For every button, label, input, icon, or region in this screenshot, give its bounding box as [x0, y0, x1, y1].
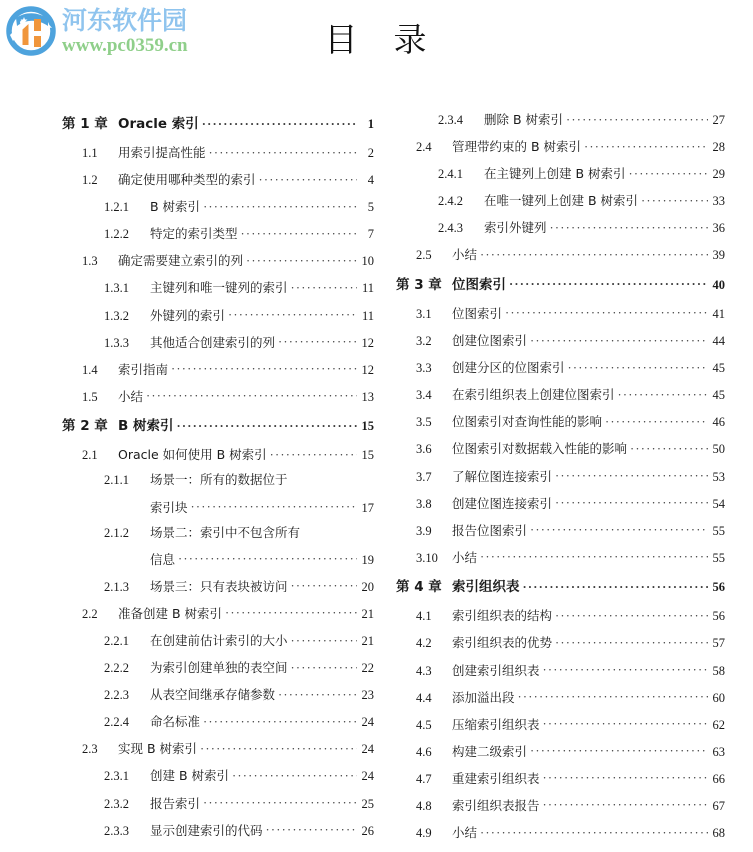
toc-section-entry — [396, 166, 725, 181]
toc-entry-label: 报告索引 — [150, 795, 201, 811]
toc-entry-number: 2.1.2 — [104, 525, 129, 540]
toc-entry-label: 压缩索引组织表 — [452, 716, 540, 732]
watermark-site-name: 河东软件园 — [62, 5, 188, 35]
toc-chapter-entry — [396, 579, 725, 595]
toc-entry-number: 3.8 — [416, 496, 432, 511]
toc-section-entry — [62, 660, 374, 675]
toc-entry-page-number: 41 — [712, 306, 725, 321]
toc-entry-label: 确定需要建立索引的列 — [118, 253, 244, 269]
toc-entry-label: B 树索引 — [118, 418, 174, 435]
toc-entry-number: 1.2.2 — [104, 227, 129, 242]
dot-leader — [530, 333, 708, 345]
toc-entry-number: 2.2.3 — [104, 688, 129, 703]
toc-entry-page-number: 44 — [712, 334, 725, 349]
toc-entry-number: 2.2.4 — [104, 715, 129, 730]
toc-entry-page-number: 45 — [712, 388, 725, 403]
toc-section-entry — [62, 606, 374, 621]
toc-entry-page-number: 19 — [361, 552, 374, 567]
toc-section-entry — [62, 823, 374, 838]
toc-section-entry — [396, 306, 725, 321]
toc-entry-number: 2.2.2 — [104, 661, 129, 676]
toc-entry-number: 2.2.1 — [104, 634, 129, 648]
toc-section-entry — [396, 469, 725, 484]
toc-entry-page-number: 1 — [367, 117, 374, 131]
toc-entry-number: 4.6 — [416, 744, 432, 759]
toc-entry-label: 特定的索引类型 — [150, 226, 238, 242]
watermark-site-url: www.pc0359.cn — [62, 34, 188, 56]
dot-leader — [555, 496, 708, 508]
toc-section-entry — [62, 447, 374, 462]
toc-chapter-entry — [62, 418, 374, 434]
dot-leader — [509, 277, 708, 289]
toc-entry-label: 创建位图索引 — [452, 333, 528, 349]
toc-entry-line — [104, 524, 374, 540]
dot-leader — [191, 500, 357, 512]
toc-entry-number: 3.9 — [416, 523, 432, 538]
toc-entry-page-number: 24 — [361, 715, 374, 730]
dot-leader — [630, 441, 708, 453]
toc-entry-label: 小结 — [452, 247, 478, 263]
toc-entry-number: 4.7 — [416, 771, 432, 786]
toc-section-entry — [62, 714, 374, 729]
toc-entry-page-number: 15 — [361, 448, 374, 463]
toc-section-entry — [396, 220, 725, 235]
toc-section-entry — [62, 253, 374, 268]
dot-leader — [200, 741, 357, 753]
toc-entry-number: 3.4 — [416, 388, 432, 403]
toc-entry-number: 3.2 — [416, 334, 432, 349]
toc-entry-label: 创建 B 树索引 — [150, 768, 230, 784]
toc-section-entry — [396, 608, 725, 623]
toc-entry-number: 3.1 — [416, 306, 432, 321]
toc-entry-page-number: 57 — [712, 636, 725, 651]
dot-leader — [266, 823, 357, 835]
dot-leader — [202, 116, 357, 128]
toc-entry-number: 2.4 — [416, 140, 432, 155]
toc-entry-number: 4.8 — [416, 798, 432, 813]
toc-entry-label: 实现 B 树索引 — [118, 741, 198, 757]
toc-entry-page-number: 54 — [712, 496, 725, 511]
toc-section-entry — [396, 139, 725, 154]
toc-entry-label: 重建索引组织表 — [452, 770, 540, 786]
toc-entry-page-number: 53 — [712, 469, 725, 484]
dot-leader — [225, 606, 357, 618]
dot-leader — [543, 663, 708, 675]
toc-entry-label: 创建位图连接索引 — [452, 495, 553, 511]
toc-entry-label: 在创建前估计索引的大小 — [150, 633, 288, 648]
toc-section-entry — [62, 362, 374, 377]
toc-entry-page-number: 7 — [367, 227, 374, 242]
dot-leader — [618, 387, 708, 399]
dot-leader — [523, 579, 709, 591]
toc-entry-number: 2.4.3 — [438, 221, 463, 236]
toc-entry-label: 报告位图索引 — [452, 522, 528, 538]
toc-entry-label: 外键列的索引 — [150, 307, 226, 323]
toc-entry-label: 信息 — [150, 551, 176, 567]
toc-section-entry — [396, 193, 725, 208]
toc-section-entry — [396, 496, 725, 511]
dot-leader — [278, 335, 357, 347]
dot-leader — [232, 768, 357, 780]
toc-entry-label: 了解位图连接索引 — [452, 468, 553, 484]
toc-section-entry — [396, 771, 725, 786]
toc-entry-page-number: 46 — [712, 415, 725, 430]
toc-entry-page-number: 25 — [361, 796, 374, 811]
toc-entry-label: 在主键列上创建 B 树索引 — [484, 166, 626, 182]
toc-entry-page-number: 68 — [712, 826, 725, 841]
toc-entry-page-number: 2 — [367, 146, 374, 160]
toc-entry-page-number: 33 — [712, 194, 725, 209]
toc-entry-label: 索引外键列 — [484, 220, 547, 236]
toc-entry-page-number: 55 — [712, 550, 725, 565]
toc-entry-page-number: 62 — [712, 717, 725, 732]
toc-section-entry — [62, 474, 374, 514]
toc-section-entry — [396, 550, 725, 565]
toc-entry-label: 其他适合创建索引的列 — [150, 334, 276, 350]
toc-entry-number: 1.1 — [82, 146, 98, 160]
dot-leader — [278, 687, 357, 699]
toc-section-entry — [396, 690, 725, 705]
toc-entry-number: 第 1 章 — [62, 116, 108, 132]
toc-entry-number: 3.6 — [416, 442, 432, 457]
toc-entry-page-number: 21 — [361, 634, 374, 648]
toc-section-entry — [396, 112, 725, 127]
toc-entry-label: 索引组织表的优势 — [452, 635, 553, 651]
dot-leader — [178, 552, 357, 564]
toc-entry-label: 添加溢出段 — [452, 689, 515, 705]
toc-section-entry — [396, 333, 725, 348]
toc-entry-label: Oracle 如何使用 B 树索引 — [118, 447, 267, 463]
toc-entry-label: 命名标准 — [150, 714, 201, 730]
toc-entry-label: 主键列和唯一键列的索引 — [150, 280, 288, 296]
toc-entry-number: 2.1.3 — [104, 579, 129, 594]
toc-entry-number: 2.3.1 — [104, 769, 129, 784]
toc-entry-number: 2.3.4 — [438, 113, 463, 127]
toc-entry-page-number: 24 — [361, 742, 374, 757]
dot-leader — [209, 145, 357, 157]
toc-section-entry — [62, 524, 374, 567]
toc-entry-number: 2.5 — [416, 248, 432, 263]
toc-entry-page-number: 56 — [712, 580, 725, 595]
toc-entry-label: 小结 — [118, 388, 144, 404]
toc-section-entry — [62, 308, 374, 323]
toc-chapter-entry — [396, 277, 725, 293]
dot-leader — [291, 633, 357, 645]
dot-leader — [505, 306, 708, 318]
toc-entry-number: 1.4 — [82, 362, 98, 377]
toc-entry-number: 1.3.1 — [104, 281, 129, 296]
dot-leader — [203, 199, 357, 211]
toc-section-entry — [62, 226, 374, 241]
toc-section-entry — [396, 635, 725, 650]
toc-entry-page-number: 22 — [361, 661, 374, 676]
dot-leader — [291, 660, 357, 672]
toc-section-entry — [62, 199, 374, 214]
toc-entry-page-number: 13 — [361, 389, 374, 404]
toc-section-entry — [396, 414, 725, 429]
dot-leader — [568, 360, 708, 372]
dot-leader — [530, 744, 708, 756]
toc-entry-number: 2.4.2 — [438, 194, 463, 209]
dot-leader — [177, 418, 358, 430]
toc-entry-number: 4.3 — [416, 663, 432, 678]
toc-entry-label: 位图索引对数据载入性能的影响 — [452, 441, 628, 457]
toc-entry-number: 3.7 — [416, 469, 432, 484]
toc-entry-label: 索引组织表 — [452, 579, 520, 596]
toc-section-entry — [396, 663, 725, 678]
toc-entry-label: 确定使用哪种类型的索引 — [118, 172, 256, 188]
toc-entry-number: 1.5 — [82, 389, 98, 404]
toc-section-entry — [396, 441, 725, 456]
toc-entry-number: 2.2 — [82, 606, 98, 621]
toc-entry-number: 4.2 — [416, 636, 432, 651]
toc-entry-page-number: 60 — [712, 690, 725, 705]
toc-entry-number: 第 4 章 — [396, 579, 442, 596]
toc-entry-page-number: 39 — [712, 248, 725, 263]
toc-entry-label: 在索引组织表上创建位图索引 — [452, 387, 615, 403]
toc-entry-label: 小结 — [452, 825, 478, 841]
dot-leader — [530, 523, 708, 535]
dot-leader — [555, 635, 708, 647]
toc-entry-label: Oracle 索引 — [118, 116, 199, 132]
toc-entry-label: 索引组织表的结构 — [452, 608, 553, 624]
toc-entry-label: 从表空间继承存储参数 — [150, 687, 276, 703]
toc-entry-page-number: 63 — [712, 744, 725, 759]
dot-leader — [555, 608, 708, 620]
dot-leader — [246, 253, 357, 265]
toc-entry-number: 2.1.1 — [104, 473, 129, 488]
toc-entry-page-number: 66 — [712, 771, 725, 786]
toc-entry-number: 3.10 — [416, 550, 438, 565]
dot-leader — [641, 193, 708, 205]
toc-section-entry — [62, 280, 374, 295]
toc-section-entry — [396, 717, 725, 732]
toc-entry-number: 4.9 — [416, 826, 432, 841]
toc-entry-page-number: 12 — [361, 362, 374, 377]
toc-entry-page-number: 10 — [361, 254, 374, 269]
toc-column-right — [390, 112, 753, 852]
toc-entry-label: 准备创建 B 树索引 — [118, 605, 223, 621]
toc-entry-number: 1.2.1 — [104, 200, 129, 215]
toc-entry-page-number: 55 — [712, 523, 725, 538]
dot-leader — [518, 690, 708, 702]
toc-entry-label: 删除 B 树索引 — [484, 112, 564, 127]
dot-leader — [228, 308, 357, 320]
toc-entry-page-number: 17 — [361, 500, 374, 515]
toc-section-entry — [62, 145, 374, 160]
dot-leader — [566, 112, 708, 124]
toc-entry-label: 构建二级索引 — [452, 743, 528, 759]
dot-leader — [543, 717, 708, 729]
toc-entry-page-number: 36 — [712, 221, 725, 236]
toc-entry-label: 管理带约束的 B 树索引 — [452, 139, 582, 155]
toc-section-entry — [62, 796, 374, 811]
toc-entry-page-number: 40 — [712, 277, 725, 292]
toc-entry-label: 索引指南 — [118, 361, 169, 377]
toc-section-entry — [62, 172, 374, 187]
toc-chapter-entry — [62, 116, 374, 132]
table-of-contents — [0, 112, 753, 852]
toc-entry-line — [104, 552, 374, 567]
toc-section-entry — [396, 247, 725, 262]
toc-entry-page-number: 45 — [712, 361, 725, 376]
toc-entry-label: 场景三：只有表块被访问 — [150, 578, 288, 594]
toc-entry-page-number: 28 — [712, 140, 725, 155]
toc-entry-label: 创建索引组织表 — [452, 662, 540, 678]
toc-section-entry — [62, 687, 374, 702]
dot-leader — [480, 247, 708, 259]
toc-entry-label: 索引组织表报告 — [452, 797, 540, 813]
dot-leader — [605, 414, 708, 426]
toc-section-entry — [62, 579, 374, 594]
toc-entry-label: 场景一：所有的数据位于 — [150, 472, 288, 488]
toc-section-entry — [62, 633, 374, 648]
toc-section-entry — [62, 335, 374, 350]
toc-entry-label: 索引块 — [150, 499, 188, 515]
toc-entry-number: 2.3.2 — [104, 796, 129, 811]
toc-section-entry — [62, 741, 374, 756]
dot-leader — [146, 389, 357, 401]
toc-entry-number: 2.4.1 — [438, 167, 463, 182]
toc-entry-number: 2.1 — [82, 448, 98, 463]
toc-section-entry — [396, 798, 725, 813]
dot-leader — [555, 469, 708, 481]
toc-entry-number: 2.3 — [82, 742, 98, 757]
toc-entry-number: 第 2 章 — [62, 418, 108, 435]
toc-entry-line — [104, 474, 374, 487]
toc-entry-line — [104, 500, 374, 515]
toc-entry-page-number: 23 — [361, 688, 374, 703]
toc-entry-number: 1.3.2 — [104, 308, 129, 323]
toc-entry-label: 显示创建索引的代码 — [150, 822, 263, 838]
dot-leader — [203, 796, 357, 808]
dot-leader — [584, 139, 708, 151]
toc-entry-label: 小结 — [452, 549, 478, 565]
dot-leader — [291, 280, 357, 292]
toc-section-entry — [396, 387, 725, 402]
toc-entry-number: 3.3 — [416, 361, 432, 376]
toc-entry-label: 在唯一键列上创建 B 树索引 — [484, 193, 639, 209]
page-title-char-2: 录 — [393, 20, 429, 59]
toc-entry-number: 1.2 — [82, 173, 98, 188]
toc-entry-number: 第 3 章 — [396, 276, 442, 293]
toc-entry-page-number: 20 — [361, 579, 374, 594]
toc-entry-page-number: 56 — [712, 609, 725, 624]
dot-leader — [550, 220, 708, 232]
toc-section-entry — [396, 523, 725, 538]
toc-section-entry — [62, 768, 374, 783]
dot-leader — [543, 771, 708, 783]
toc-entry-page-number: 15 — [361, 419, 374, 434]
toc-column-left — [0, 112, 390, 852]
toc-entry-number: 4.5 — [416, 717, 432, 732]
toc-entry-page-number: 27 — [712, 113, 725, 127]
toc-entry-number: 4.1 — [416, 609, 432, 624]
dot-leader — [241, 226, 357, 238]
dot-leader — [629, 166, 708, 178]
dot-leader — [259, 172, 357, 184]
dot-leader — [480, 550, 708, 562]
dot-leader — [291, 579, 357, 591]
toc-entry-number: 2.3.3 — [104, 823, 129, 838]
toc-entry-label: 为索引创建单独的表空间 — [150, 660, 288, 676]
toc-section-entry — [396, 825, 725, 840]
page-title-char-1: 目 — [324, 20, 360, 59]
toc-entry-page-number: 12 — [361, 335, 374, 350]
toc-entry-label: 位图索引对查询性能的影响 — [452, 414, 603, 430]
dot-leader — [203, 714, 357, 726]
toc-entry-page-number: 24 — [361, 769, 374, 784]
toc-entry-page-number: 58 — [712, 663, 725, 678]
toc-entry-number: 3.5 — [416, 415, 432, 430]
dot-leader — [480, 825, 708, 837]
toc-entry-page-number: 11 — [361, 281, 374, 296]
toc-entry-label: 用索引提高性能 — [118, 145, 206, 160]
toc-entry-label: 位图索引 — [452, 276, 506, 293]
dot-leader — [543, 798, 708, 810]
toc-entry-number: 4.4 — [416, 690, 432, 705]
toc-entry-label: 场景二：索引中不包含所有 — [150, 524, 301, 540]
toc-entry-page-number: 50 — [712, 442, 725, 457]
dot-leader — [171, 362, 357, 374]
toc-entry-number: 1.3.3 — [104, 335, 129, 350]
toc-section-entry — [396, 744, 725, 759]
toc-entry-label: 创建分区的位图索引 — [452, 360, 565, 376]
toc-entry-page-number: 67 — [712, 798, 725, 813]
toc-section-entry — [62, 389, 374, 404]
dot-leader — [270, 447, 357, 459]
toc-entry-number: 1.3 — [82, 254, 98, 269]
toc-entry-page-number: 21 — [361, 606, 374, 621]
toc-section-entry — [396, 360, 725, 375]
toc-entry-label: B 树索引 — [150, 199, 201, 215]
toc-entry-page-number: 4 — [367, 173, 374, 188]
toc-entry-page-number: 11 — [361, 308, 374, 323]
toc-entry-label: 位图索引 — [452, 305, 503, 321]
toc-entry-page-number: 5 — [367, 200, 374, 215]
page-title — [0, 14, 753, 61]
toc-entry-page-number: 26 — [361, 823, 374, 838]
toc-entry-page-number: 29 — [712, 167, 725, 182]
